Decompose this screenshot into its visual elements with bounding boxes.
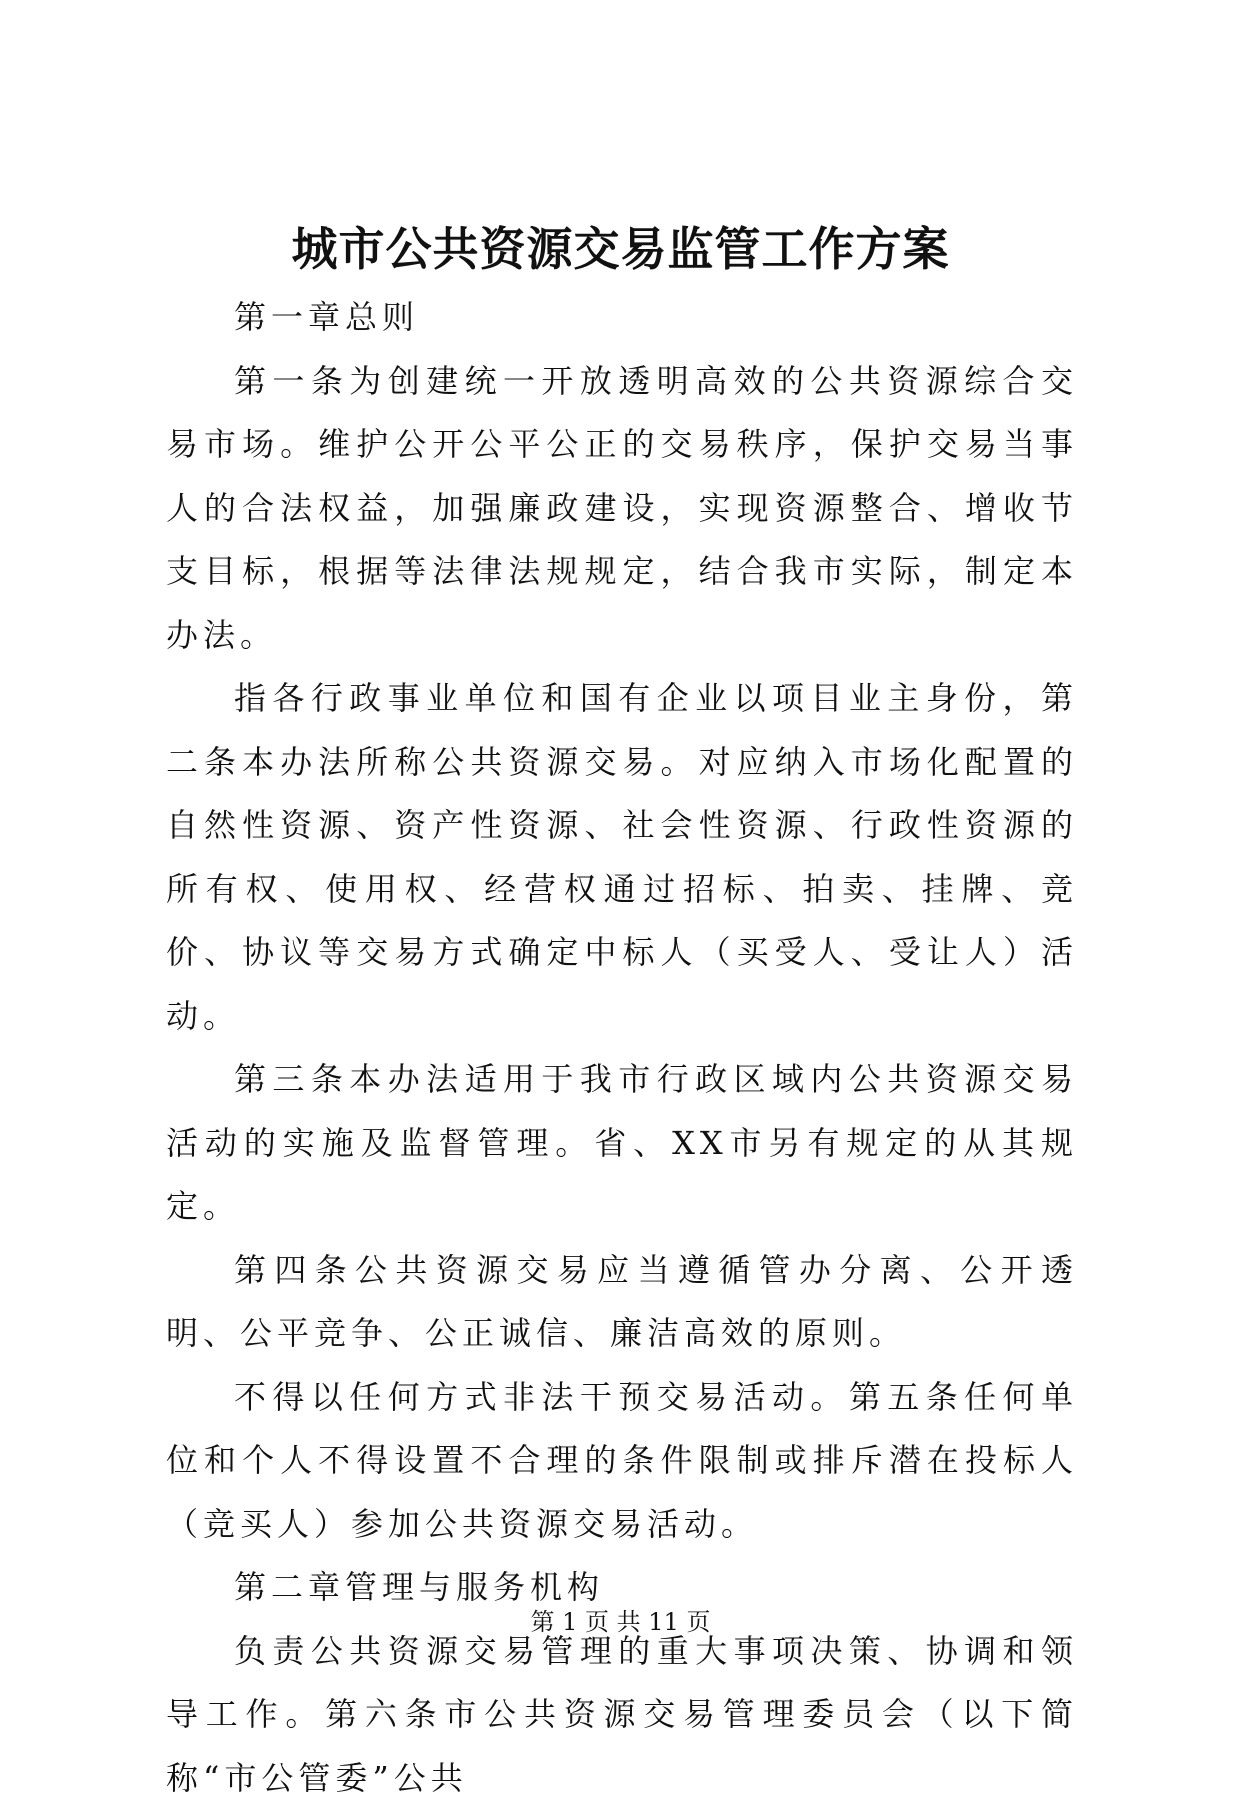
page-indicator: 第 1 页 共 11 页 — [531, 1608, 711, 1636]
paragraph-article-6: 负责公共资源交易管理的重大事项决策、协调和领导工作。第六条市公共资源交易管理委员会（以下简称“市公管委”公共 — [166, 1620, 1078, 1810]
paragraph-article-3: 第三条本办法适用于我市行政区域内公共资源交易活动的实施及监督管理。省、XX市另有规定的从其规定。 — [166, 1048, 1078, 1239]
document-body — [166, 286, 1078, 1810]
paragraph-article-1: 第一条为创建统一开放透明高效的公共资源综合交易市场。维护公开公平公正的交易秩序，保护交易当事人的合法权益，加强廉政建设，实现资源整合、增收节支目标，根据等法律法规规定，结合我市实际，制定本办法。 — [166, 350, 1078, 668]
document-title: 城市公共资源交易监管工作方案 — [0, 218, 1241, 280]
paragraph-chapter-2-heading: 第二章管理与服务机构 — [166, 1556, 1078, 1620]
paragraph-article-2: 指各行政事业单位和国有企业以项目业主身份，第二条本办法所称公共资源交易。对应纳入市场化配置的自然性资源、资产性资源、社会性资源、行政性资源的所有权、使用权、经营权通过招标、拍卖、挂牌、竞价、协议等交易方式确定中标人（买受人、受让人）活动。 — [166, 667, 1078, 1048]
paragraph-article-5: 不得以任何方式非法干预交易活动。第五条任何单位和个人不得设置不合理的条件限制或排斥潜在投标人（竞买人）参加公共资源交易活动。 — [166, 1366, 1078, 1557]
paragraph-chapter-1-heading: 第一章总则 — [166, 286, 1078, 350]
page-footer — [0, 1606, 1241, 1638]
paragraph-article-4: 第四条公共资源交易应当遵循管办分离、公开透明、公平竞争、公正诚信、廉洁高效的原则。 — [166, 1239, 1078, 1366]
